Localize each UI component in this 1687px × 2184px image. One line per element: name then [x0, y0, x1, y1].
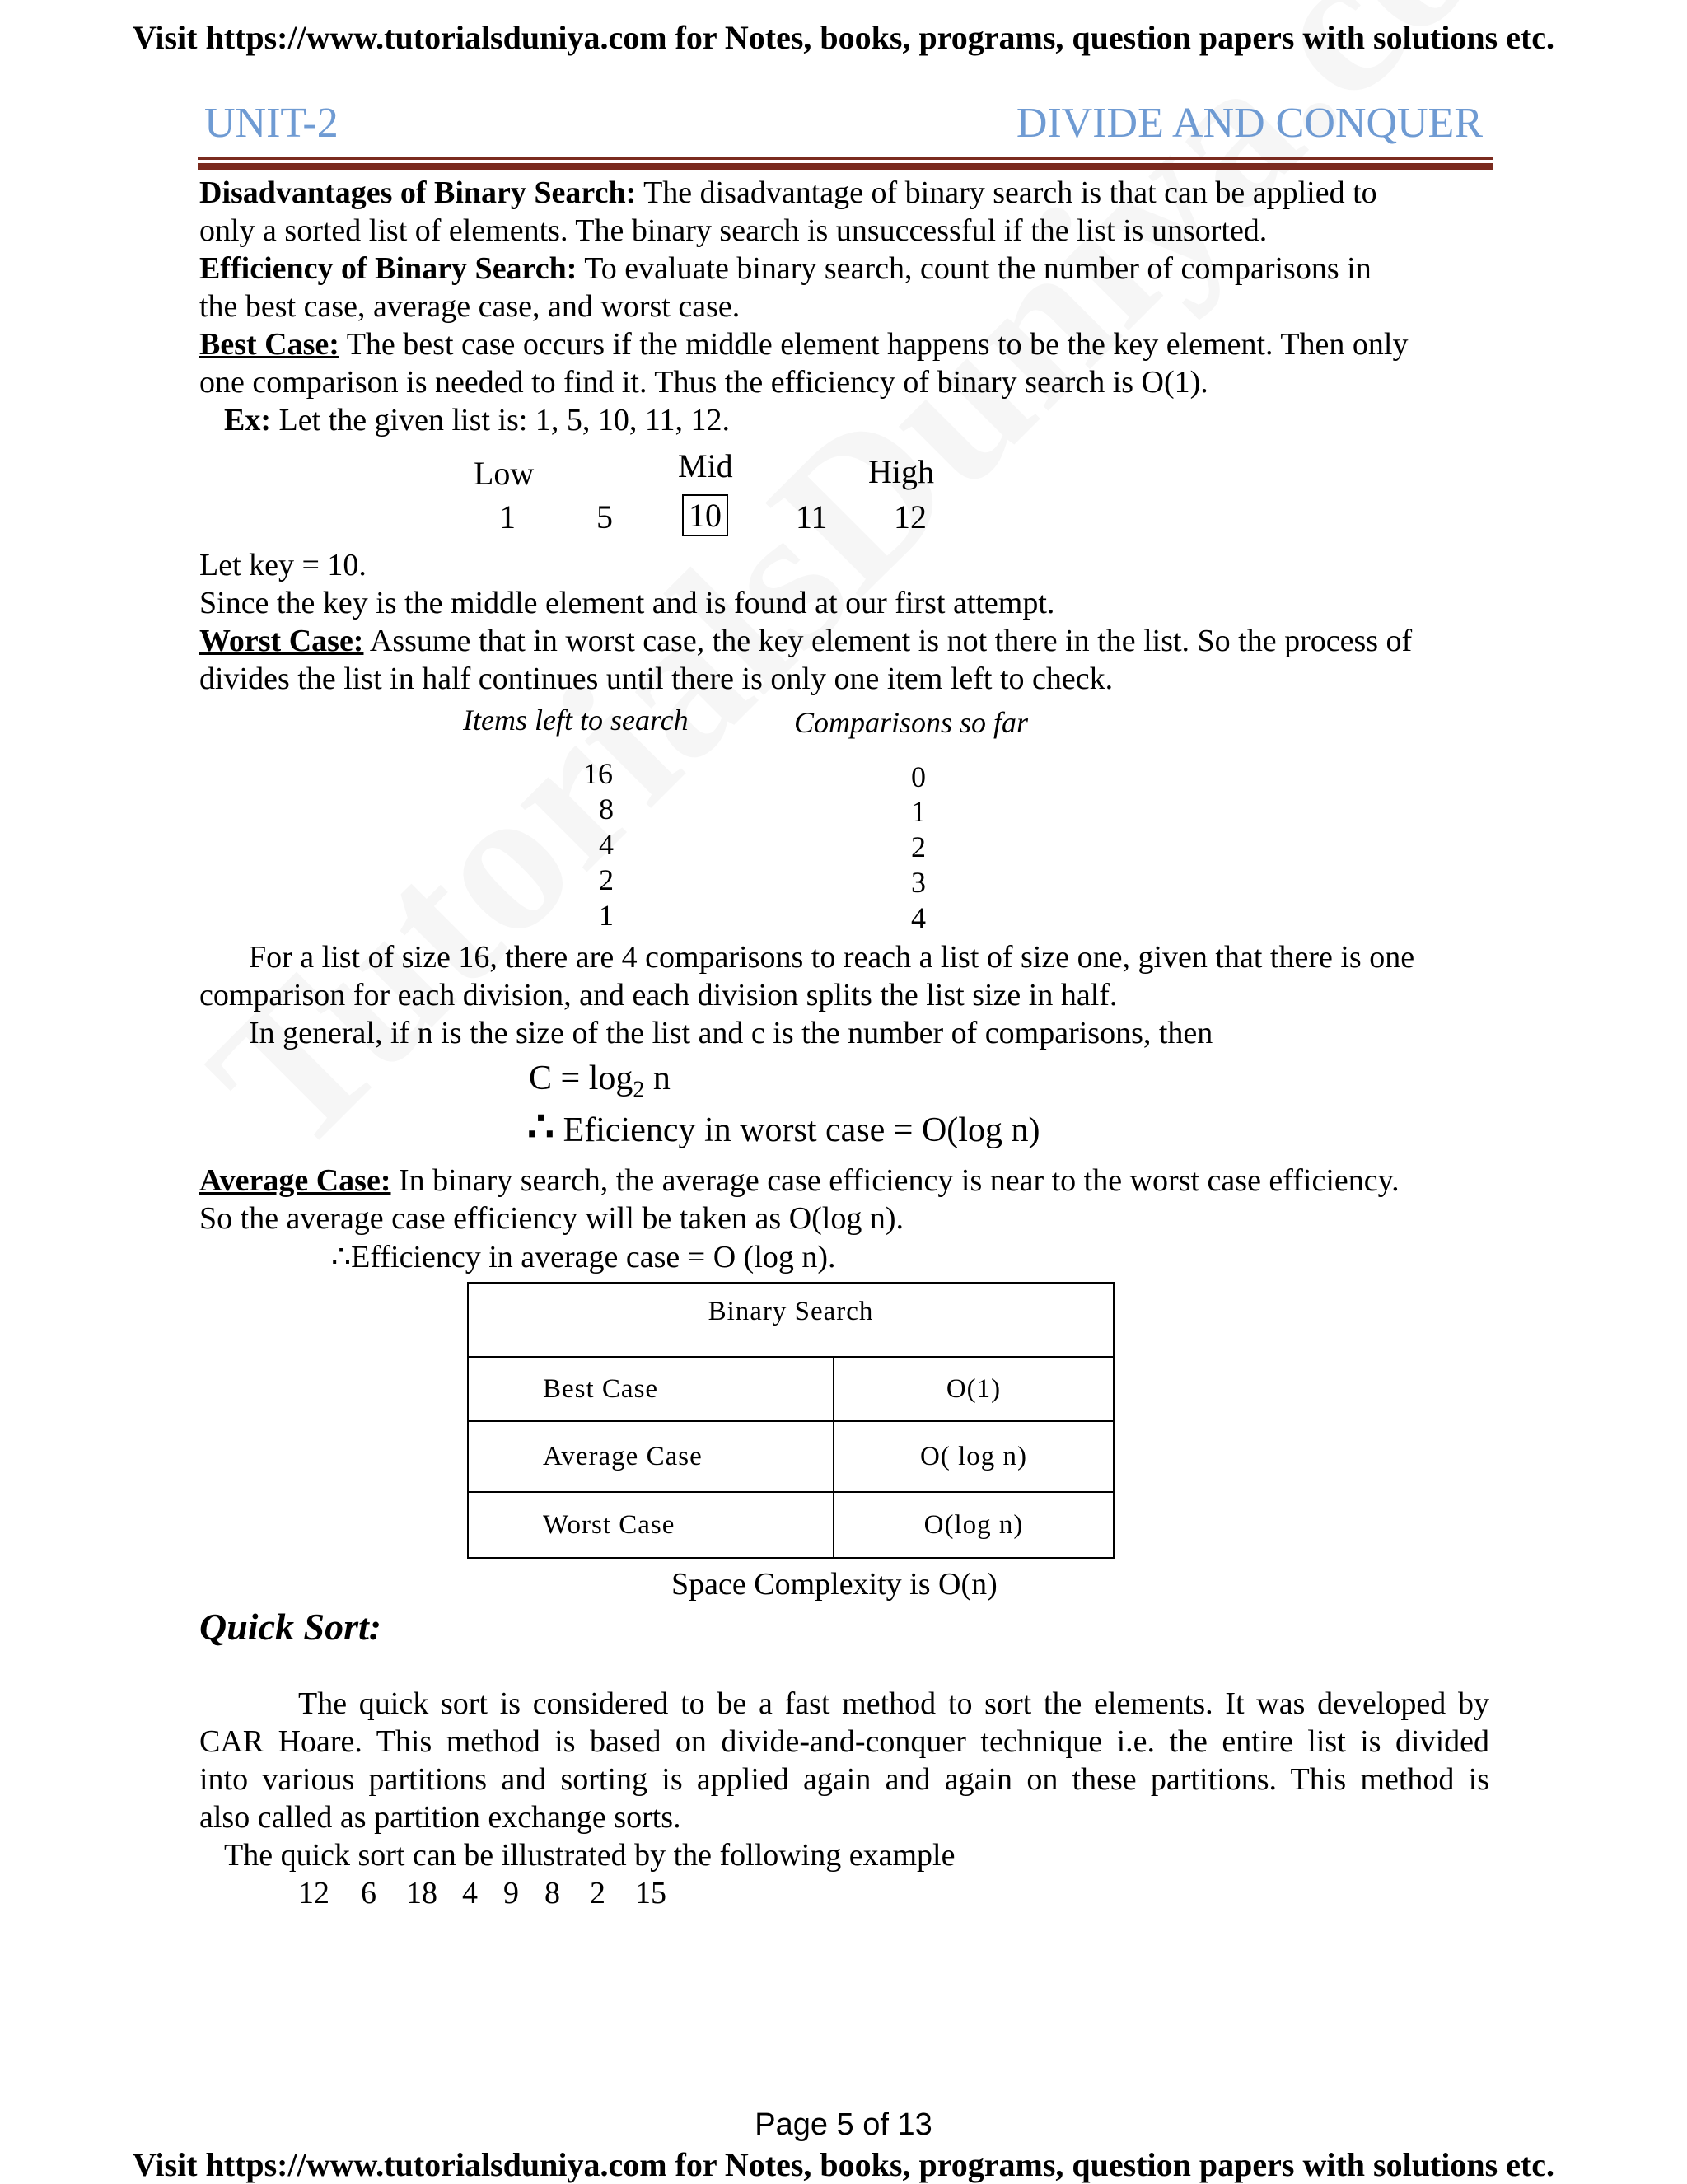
therefore-icon: ∴	[527, 1104, 555, 1151]
unit-label: UNIT-2	[204, 100, 339, 147]
table-row	[468, 1421, 1114, 1492]
average-case-line-3: ∴Efficiency in average case = O (log n).	[331, 1240, 836, 1274]
average-case-line-2: So the average case efficiency will be taken as O(log n).	[199, 1201, 904, 1236]
items-left-value: 8	[599, 793, 614, 825]
comparisons-value: 4	[911, 901, 926, 934]
table-row	[468, 1492, 1114, 1558]
efficiency-line-2: the best case, average case, and worst case.	[199, 289, 741, 324]
efficiency-heading: Efficiency of Binary Search:	[199, 251, 577, 286]
list-item: 12	[894, 498, 927, 535]
low-label: Low	[474, 455, 535, 492]
example-array	[298, 1875, 676, 1911]
bottom-banner[interactable]: Visit https://www.tutorialsduniya.com for Notes, books, programs, question papers with solutions etc.	[132, 2146, 1555, 2183]
worst-case-line-2: divides the list in half continues until there is only one item left to check.	[199, 662, 1114, 696]
worst-para-2: In general, if n is the size of the list and c is the number of comparisons, then	[249, 1016, 1213, 1050]
worst-para-line-2: comparison for each division, and each division splits the list size in half.	[199, 978, 1118, 1012]
efficiency-line-1: Efficiency of Binary Search: To evaluate binary search, count the number of comparisons in	[199, 251, 1372, 286]
header-rule	[198, 157, 1493, 160]
page-number: Page 5 of 13	[755, 2107, 932, 2142]
best-case-heading: Best Case:	[199, 327, 339, 362]
quick-sort-title: Quick Sort:	[199, 1606, 382, 1648]
array-item: 18	[406, 1876, 437, 1910]
array-item: 12	[298, 1876, 329, 1910]
comparisons-value: 2	[911, 830, 926, 863]
formula-efficiency: ∴ Eficiency in worst case = O(log n)	[527, 1104, 1040, 1151]
worst-case-heading: Worst Case:	[199, 624, 364, 658]
table-cell-case: Best Case	[468, 1357, 834, 1421]
key-line: Let key = 10.	[199, 548, 367, 582]
items-left-value: 1	[599, 899, 614, 932]
table-cell-value: O(1)	[834, 1357, 1114, 1421]
top-banner[interactable]: Visit https://www.tutorialsduniya.com for Notes, books, programs, question papers with solutions etc.	[132, 19, 1555, 56]
chapter-title: DIVIDE AND CONQUER	[1016, 100, 1483, 147]
complexity-table	[467, 1282, 1115, 1559]
quick-sort-line-2: CAR Hoare. This method is based on divide-and-conquer technique i.e. the entire list is divided	[199, 1724, 1489, 1759]
quick-sort-line-1: The quick sort is considered to be a fast method to sort the elements. It was developed by	[298, 1686, 1489, 1721]
table-cell-case: Average Case	[468, 1421, 834, 1492]
comparisons-value: 0	[911, 760, 926, 793]
items-left-value: 16	[583, 757, 613, 790]
quick-sort-line-3: into various partitions and sorting is applied again and again on these partitions. This method is	[199, 1762, 1489, 1797]
comparisons-header: Comparisons so far	[794, 706, 1029, 739]
table-cell-value: O(log n)	[834, 1492, 1114, 1558]
space-complexity: Space Complexity is O(n)	[671, 1567, 998, 1602]
table-cell-case: Worst Case	[468, 1492, 834, 1558]
array-item: 8	[544, 1876, 560, 1910]
worst-case-line-1: Worst Case: Assume that in worst case, the key element is not there in the list. So the process of	[199, 624, 1413, 658]
worst-para-line-1: For a list of size 16, there are 4 comparisons to reach a list of size one, given that there is one	[249, 940, 1415, 975]
mid-label: Mid	[678, 447, 733, 484]
array-item: 9	[503, 1876, 519, 1910]
items-left-header: Items left to search	[463, 704, 689, 737]
array-item: 2	[590, 1876, 605, 1910]
disadvantages-heading: Disadvantages of Binary Search:	[199, 175, 637, 210]
comparisons-value: 3	[911, 866, 926, 899]
average-case-heading: Average Case:	[199, 1163, 391, 1198]
array-item: 6	[361, 1876, 376, 1910]
header-rule-thick	[198, 163, 1493, 170]
disadvantages-line-1: Disadvantages of Binary Search: The disadvantage of binary search is that can be applied to	[199, 175, 1377, 210]
best-case-line-2: one comparison is needed to find it. Thus the efficiency of binary search is O(1).	[199, 365, 1208, 400]
array-item: 4	[462, 1876, 478, 1910]
list-item: 11	[796, 498, 828, 535]
table-title: Binary Search	[468, 1283, 1114, 1357]
table-cell-value: O( log n)	[834, 1421, 1114, 1492]
table-row	[468, 1357, 1114, 1421]
list-item: 5	[596, 498, 613, 535]
high-label: High	[868, 453, 934, 490]
array-item: 15	[635, 1876, 666, 1910]
items-left-value: 2	[599, 863, 614, 896]
comparisons-value: 1	[911, 795, 926, 828]
found-line: Since the key is the middle element and is found at our first attempt.	[199, 586, 1055, 620]
formula-c: $C = \log_2 n$	[529, 1059, 671, 1103]
disadvantages-line-2: only a sorted list of elements. The binary search is unsuccessful if the list is unsorted.	[199, 213, 1268, 248]
list-item-mid: 10	[682, 494, 728, 536]
quick-sort-para-2: The quick sort can be illustrated by the following example	[224, 1838, 956, 1873]
list-item: 1	[499, 498, 516, 535]
quick-sort-line-4: also called as partition exchange sorts.	[199, 1800, 681, 1835]
average-case-line-1: Average Case: In binary search, the average case efficiency is near to the worst case efficiency.	[199, 1163, 1400, 1198]
items-left-value: 4	[599, 828, 614, 861]
best-case-line-1: Best Case: The best case occurs if the middle element happens to be the key element. Then only	[199, 327, 1409, 362]
example-line: Ex: Let the given list is: 1, 5, 10, 11, 12.	[224, 403, 730, 437]
